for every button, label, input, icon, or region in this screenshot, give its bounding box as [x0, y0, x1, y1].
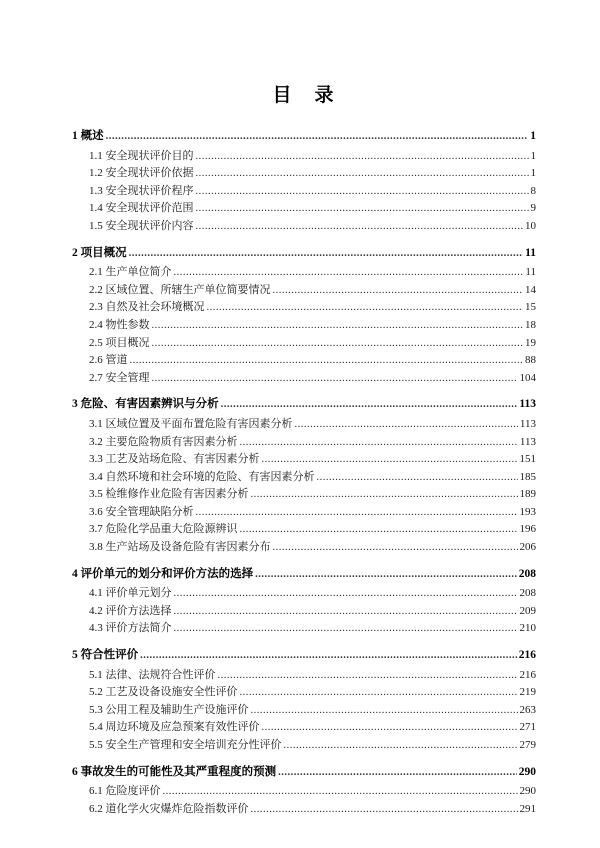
toc-entry-page: 189	[519, 488, 536, 501]
dot-leader	[251, 702, 518, 720]
toc-entry-label: 5.1 法律、法规符合性评价	[89, 668, 216, 681]
toc-chapter-entry	[72, 764, 536, 782]
toc-entry-page: 216	[519, 668, 536, 681]
toc-sub-entry	[72, 165, 536, 183]
toc-entry-page: 206	[519, 541, 536, 554]
toc-sub-entry	[72, 801, 536, 819]
dot-leader	[174, 603, 518, 621]
dot-leader	[295, 416, 518, 434]
toc-entry-label: 5 符合性评价	[72, 649, 139, 662]
toc-entry-label: 1.1 安全现状评价目的	[89, 149, 194, 162]
dot-leader	[196, 504, 518, 522]
toc-sub-entry	[72, 603, 536, 621]
toc-entry-page: 216	[518, 649, 536, 662]
toc-entry-label: 6.2 道化学火灾爆炸危险指数评价	[89, 802, 249, 815]
toc-chapter-entry	[72, 245, 536, 263]
toc-entry-label: 2.7 安全管理	[89, 371, 150, 384]
toc-entry-page: 113	[519, 435, 536, 448]
toc-entry-page: 10	[525, 219, 536, 232]
toc-entry-page: 219	[519, 686, 536, 699]
toc-entry-page: 263	[519, 703, 536, 716]
toc-sub-entry	[72, 469, 536, 487]
toc-sub-entry	[72, 335, 536, 353]
dot-leader	[284, 737, 518, 755]
toc-entry-label: 6 事故发生的可能性及其严重程度的预测	[72, 765, 277, 778]
toc-entry-page: 11	[525, 266, 536, 279]
toc-chapter-entry	[72, 566, 536, 584]
toc-sub-entry	[72, 504, 536, 522]
toc-entry-label: 1.4 安全现状评价范围	[89, 202, 194, 215]
toc-entry-label: 3.7 危险化学品重大危险源辨识	[89, 523, 238, 536]
dot-leader	[152, 370, 518, 388]
toc-sub-entry	[72, 416, 536, 434]
toc-entry-page: 291	[519, 802, 536, 815]
toc-sub-entry	[72, 451, 536, 469]
toc-entry-label: 3.5 检维修作业危险有害因素分析	[89, 488, 249, 501]
toc-sub-entry	[72, 539, 536, 557]
toc-entry-label: 1.5 安全现状评价内容	[89, 219, 194, 232]
dot-leader	[251, 801, 518, 819]
dot-leader	[207, 299, 524, 317]
dot-leader	[240, 434, 518, 452]
toc-entry-page: 271	[519, 721, 536, 734]
dot-leader	[163, 783, 518, 801]
dot-leader	[196, 148, 529, 166]
toc-entry-page: 210	[519, 622, 536, 635]
toc-entry-page: 113	[519, 417, 536, 430]
toc-entry-page: 290	[519, 785, 536, 798]
toc-sub-entry	[72, 486, 536, 504]
toc-entry-page: 208	[519, 587, 536, 600]
page-title: 目 录	[272, 85, 336, 106]
toc-sub-entry	[72, 218, 536, 236]
toc-entry-page: 14	[525, 283, 536, 296]
dot-leader	[174, 585, 518, 603]
toc-chapter-entry	[72, 647, 536, 665]
dot-leader	[196, 218, 524, 236]
toc-entry-page: 1	[530, 167, 536, 180]
dot-leader	[273, 282, 524, 300]
toc-sub-entry	[72, 585, 536, 603]
toc-entry-page: 196	[519, 523, 536, 536]
toc-entry-label: 4.1 评价单元划分	[89, 587, 172, 600]
toc-entry-label: 1.2 安全现状评价依据	[89, 167, 194, 180]
toc-sub-entry	[72, 737, 536, 755]
toc-sub-entry	[72, 200, 536, 218]
dot-leader	[218, 667, 518, 685]
toc-sub-entry	[72, 719, 536, 737]
toc-sub-entry	[72, 620, 536, 638]
dot-leader	[174, 620, 518, 638]
toc-list	[72, 128, 536, 818]
dot-leader	[174, 264, 524, 282]
toc-entry-label: 2 项目概况	[72, 246, 127, 259]
toc-sub-entry	[72, 783, 536, 801]
dot-leader	[196, 200, 529, 218]
toc-entry-label: 2.2 区域位置、所辖生产单位简要情况	[89, 283, 271, 296]
dot-leader	[152, 335, 524, 353]
dot-leader	[251, 486, 518, 504]
toc-entry-label: 3.8 生产站场及设备危险有害因素分布	[89, 541, 271, 554]
toc-entry-page: 151	[519, 453, 536, 466]
toc-entry-label: 3.3 工艺及站场危险、有害因素分析	[89, 453, 260, 466]
toc-sub-entry	[72, 317, 536, 335]
dot-leader	[106, 128, 529, 146]
toc-entry-label: 3 危险、有害因素辨识与分析	[72, 398, 219, 411]
toc-sub-entry	[72, 684, 536, 702]
toc-entry-label: 5.3 公用工程及辅助生产设施评价	[89, 703, 249, 716]
toc-entry-label: 3.6 安全管理缺陷分析	[89, 505, 194, 518]
toc-entry-label: 2.1 生产单位简介	[89, 266, 172, 279]
toc-entry-page: 1	[530, 149, 536, 162]
toc-entry-label: 2.4 物性参数	[89, 318, 150, 331]
toc-entry-label: 2.6 管道	[89, 354, 128, 367]
dot-leader	[140, 647, 517, 665]
toc-sub-entry	[72, 183, 536, 201]
toc-entry-label: 6.1 危险度评价	[89, 785, 161, 798]
toc-entry-label: 2.3 自然及社会环境概况	[89, 301, 205, 314]
dot-leader	[240, 684, 518, 702]
toc-entry-page: 19	[525, 336, 536, 349]
toc-entry-page: 104	[519, 371, 536, 384]
toc-sub-entry	[72, 370, 536, 388]
toc-entry-page: 9	[530, 202, 536, 215]
toc-entry-page: 11	[525, 246, 536, 259]
dot-leader	[129, 245, 524, 263]
toc-sub-entry	[72, 434, 536, 452]
toc-entry-page: 15	[525, 301, 536, 314]
dot-leader	[273, 539, 518, 557]
dot-leader	[262, 719, 518, 737]
toc-entry-page: 18	[525, 318, 536, 331]
toc-entry-page: 185	[519, 470, 536, 483]
dot-leader	[196, 183, 529, 201]
toc-entry-label: 4.2 评价方法选择	[89, 604, 172, 617]
dot-leader	[262, 451, 518, 469]
toc-entry-label: 5.5 安全生产管理和安全培训充分性评价	[89, 739, 282, 751]
toc-entry-page: 208	[518, 567, 536, 580]
toc-sub-entry	[72, 299, 536, 317]
toc-sub-entry	[72, 148, 536, 166]
toc-entry-page: 193	[519, 505, 536, 518]
dot-leader	[196, 165, 529, 183]
toc-entry-label: 1.3 安全现状评价程序	[89, 184, 194, 197]
toc-sub-entry	[72, 702, 536, 720]
toc-chapter-entry	[72, 396, 536, 414]
toc-entry-page: 1	[530, 130, 536, 142]
toc-entry-page: 88	[525, 354, 536, 367]
dot-leader	[255, 566, 517, 584]
dot-leader	[130, 352, 524, 370]
toc-sub-entry	[72, 352, 536, 370]
toc-sub-entry	[72, 667, 536, 685]
dot-leader	[152, 317, 524, 335]
toc-entry-page: 279	[519, 739, 536, 751]
toc-entry-label: 3.1 区域位置及平面布置危险有害因素分析	[89, 417, 293, 430]
dot-leader	[317, 469, 518, 487]
toc-sub-entry	[72, 282, 536, 300]
toc-entry-label: 4 评价单元的划分和评价方法的选择	[72, 567, 254, 580]
dot-leader	[240, 521, 518, 539]
toc-entry-label: 2.5 项目概况	[89, 336, 150, 349]
dot-leader	[221, 396, 518, 414]
toc-entry-label: 3.4 自然环境和社会环境的危险、有害因素分析	[89, 470, 315, 483]
toc-entry-label: 4.3 评价方法简介	[89, 622, 172, 635]
toc-entry-page: 8	[530, 184, 536, 197]
toc-entry-label: 5.2 工艺及设备设施安全性评价	[89, 686, 238, 699]
toc-entry-label: 1 概述	[72, 130, 104, 142]
toc-entry-page: 209	[519, 604, 536, 617]
toc-entry-page: 113	[519, 398, 536, 411]
toc-sub-entry	[72, 521, 536, 539]
toc-sub-entry	[72, 264, 536, 282]
toc-chapter-entry	[72, 128, 536, 146]
toc-entry-page: 290	[518, 765, 536, 778]
toc-entry-label: 3.2 主要危险物质有害因素分析	[89, 435, 238, 448]
dot-leader	[278, 764, 517, 782]
toc-entry-label: 5.4 周边环境及应急预案有效性评价	[89, 721, 260, 734]
